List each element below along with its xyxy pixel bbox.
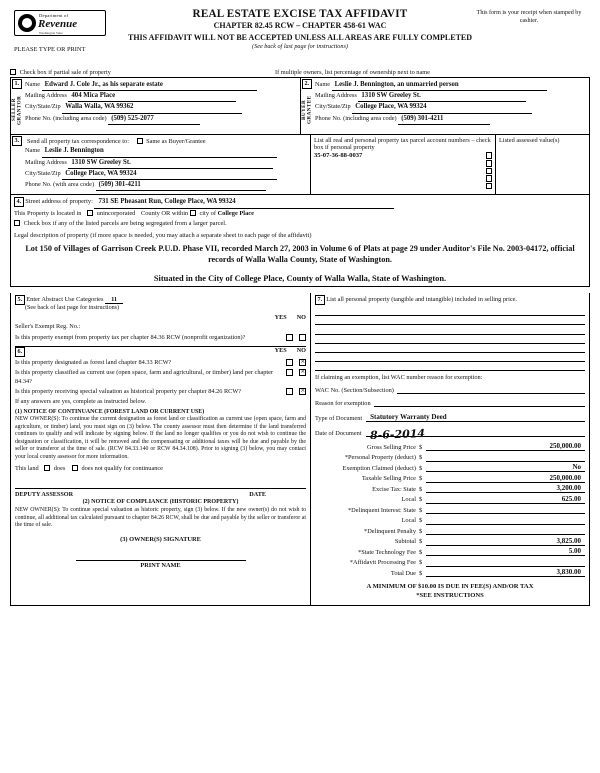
property-tax-exempt-question: Is this property exempt from property tax per chapter 84.36 RCW (nonprofit organization)? [15,333,246,341]
sellers-exempt-reg-row [15,323,306,332]
buyer-vertical-label: BUYER GRANTEE [301,95,313,125]
seller-name-label: Name [25,81,41,88]
legal-description-body: Lot 150 of Villages of Garrison Creek P.U.D. Phase VII, recorded March 27, 2003 in Volume 6 of Plats at page 29 under Auditor's File No. 2003-04172, official records of Walla Walla County, State of Washington. [25,243,575,265]
table-row [315,526,585,535]
section-3 [10,135,590,195]
section-7-header [315,295,585,305]
row-value[interactable]: 3,825.00 [426,537,585,546]
section-6-number: 6. [15,347,25,357]
notice-continuance-body: NEW OWNER(S): To continue the current designation as forest land or classification as current use (open space, farm and agriculture, or timber) land, you must sign on (3) below. The county assessor must then determine if the land transferred continues to qualify and will indicate by signing below. If the land no longer qualifies or you do not wish to continue the designation or classification, it will be removed and the compensating or additional taxes will be due and payable by the seller or transferor at the time of sale. (RCW 84.33.140 or RCW 84.34.108). Prior to signing (3) below, you may contact your local county assessor for more information. [15,416,306,460]
does-label: does [53,465,66,473]
parcel-row [314,175,492,182]
state-seal-icon [18,14,36,32]
exemption-claim-label: If claiming an exemption, list WAC number reason for exemption: [315,374,483,382]
notice-continuance-title: (1) NOTICE OF CONTINUANCE (FOREST LAND OR CURRENT USE) [15,408,205,415]
table-row [315,516,585,525]
corr-phone-label: Phone No. (with area code) [25,181,95,188]
unincorporated-checkbox[interactable] [87,210,93,216]
personal-property-line[interactable] [315,344,585,353]
parcel-numbers-block [311,135,496,194]
city-value[interactable]: College Place [217,210,254,218]
row-label: *Affidavit Processing Fee [349,559,416,567]
row-value[interactable] [426,526,585,535]
buyer-phone-row [315,114,587,125]
multiple-owners-note: If multiple owners, list percentage of ownership next to name [275,69,430,76]
title-instructions: (See back of last page for instructions) [252,43,348,50]
parcel-header: List all real and personal property tax parcel account numbers – check box if personal property [314,137,491,151]
no-label: NO [296,314,306,322]
document-header [10,6,590,68]
segregated-row[interactable] [14,219,586,229]
within-label: within [171,210,189,218]
title-warning: THIS AFFIDAVIT WILL NOT BE ACCEPTED UNLESS ALL AREAS ARE FULLY COMPLETED [127,33,473,42]
corr-phone-row [25,180,307,191]
situated-line: Situated in the City of College Place, County of Walla Walla, State of Washington. [153,274,447,284]
seller-mailing-row [25,91,298,102]
personal-property-lines [315,307,585,371]
located-in-row [14,209,586,219]
section-4 [10,195,590,287]
document-date-value[interactable] [366,427,585,443]
send-correspondence-label: Send all property tax correspondence to: [27,138,129,145]
personal-property-line[interactable] [315,335,585,344]
row-value[interactable]: 250,000.00 [426,474,585,483]
segregated-checkbox[interactable] [14,220,20,226]
partial-sale-label: Check box if partial sale of property [19,69,111,76]
yes-label: YES [274,314,287,322]
seller-phone-label: Phone No. (including area code) [25,114,107,122]
corr-phone-value[interactable]: (509) 301-4211 [96,180,266,191]
buyer-citystate-row [315,102,587,113]
street-address-row [14,197,586,209]
buyer-mailing-label: Mailing Address [315,92,357,100]
table-row [315,484,585,493]
document-type-row [315,413,585,422]
yesno-header-1 [15,314,306,321]
seller-mailing-label: Mailing Address [25,92,67,100]
personal-property-line[interactable] [315,307,585,316]
qualify-label: qualify for continuance [104,465,163,473]
forest-land-question: Is this property designated as forest land chapter 84.33 RCW? [15,358,172,366]
currency-symbol: $ [419,538,423,546]
right-column [311,293,589,605]
row-value[interactable] [426,505,585,514]
currency-symbol: $ [419,559,423,567]
seller-name-value[interactable]: Edward J. Cole Jr., as his separate estate [42,80,257,91]
abstract-use-value[interactable]: 11 [105,296,123,304]
row-label: *Personal Property (deduct) [344,454,416,462]
currency-symbol: $ [419,496,423,504]
property-tax-exempt-no-checkbox[interactable] [299,334,306,341]
parcel-row [314,160,492,167]
seller-vertical-label: SELLER GRANTOR [11,95,23,125]
legal-description-label: Legal description of property (if more space is needed, you may attach a separate sheet to each page of the affidavit) [14,231,312,239]
parcel-row [314,183,492,190]
partial-sale-check-wrap[interactable] [10,69,275,76]
currency-symbol: $ [419,443,423,451]
table-row [315,453,585,462]
title-chapter: CHAPTER 82.45 RCW – CHAPTER 458-61 WAC [213,21,387,30]
seller-buyer-block [10,77,590,135]
owner-signature-line[interactable] [76,560,246,561]
table-row [315,442,585,451]
property-tax-exempt-row [15,334,306,343]
currency-symbol: $ [419,517,423,525]
corr-mailing-row [25,158,307,169]
document-date-label: Date of Document [315,430,362,438]
buyer-mailing-value[interactable]: 1310 SW Greeley St. [358,91,526,102]
seller-section-number: 1. [12,79,22,89]
row-value[interactable]: 625.00 [426,495,585,504]
does-not-label: does not [81,465,103,473]
parcel-personal-property-checkbox[interactable] [486,160,493,167]
corr-mailing-label: Mailing Address [25,158,67,166]
yes-label: YES [274,347,287,355]
notice-compliance [15,499,306,570]
buyer-section [300,77,590,135]
table-row [315,537,585,546]
row-label: Local [401,496,416,504]
send-correspondence-row [25,137,307,146]
left-column [11,293,311,605]
parcel-personal-property-checkbox[interactable] [486,183,493,190]
historic-row [15,388,306,397]
assessed-header: Listed assessed value(s) [499,137,560,144]
current-use-yes-checkbox[interactable] [286,369,293,376]
assessed-value-row[interactable] [499,144,586,152]
tax-calculation-table [315,442,585,577]
same-as-buyer-checkbox[interactable] [137,138,143,144]
row-label: Local [401,517,416,525]
historic-no-checkbox[interactable] [299,388,306,395]
located-in-label: This Property is located in [14,210,82,218]
notice-compliance-body: NEW OWNER(S): To continue special valuation as historic property, sign (3) below. If the new owner(s) do not wish to continue, all additional tax calculated pursuant to chapter 84.26 RCW, shall be due and payable by the seller or transferor at the time of sale. [15,507,306,529]
section-6-footnote: If any answers are yes, complete as instructed below. [15,397,147,405]
document-type-label: Type of Document [315,415,363,423]
unincorporated-label: unincorporated [96,210,136,218]
row-label: Excise Tax: State [372,485,416,493]
row-label: Subtotal [394,538,416,546]
minimum-due-line2: *SEE INSTRUCTIONS [416,592,484,600]
assessor-signature-row [15,491,306,498]
type-or-print-label: PLEASE TYPE OR PRINT [14,46,86,53]
property-tax-exempt-yes-checkbox[interactable] [286,334,293,341]
section-5-number: 5. [15,295,25,305]
owner-signature-label: (3) OWNER(S) SIGNATURE [120,535,201,543]
seller-phone-row [25,114,298,125]
county-or-label: County OR [140,210,171,218]
does-qualify-checkbox[interactable] [44,465,50,471]
row-value[interactable] [426,558,585,567]
reason-exemption-value[interactable] [374,399,585,407]
personal-property-line[interactable] [315,325,585,334]
buyer-citystate-value[interactable]: College Place, WA 99324 [352,102,532,113]
page-title: REAL ESTATE EXCISE TAX AFFIDAVIT [192,8,408,20]
notice-continuance [15,409,306,461]
buyer-phone-value[interactable]: (509) 301-4211 [398,114,490,125]
table-row [315,474,585,483]
corr-citystate-row [25,169,307,180]
sellers-exempt-reg-label: Seller's Exempt Reg. No.: [15,323,81,331]
currency-symbol: $ [419,475,423,483]
minimum-due-line1: A MINIMUM OF $10.00 IS DUE IN FEE(S) AND/OR TAX [366,583,534,591]
print-name-label: PRINT NAME [140,561,181,569]
no-label: NO [296,347,306,355]
row-label: *Delinquent Penalty [364,527,416,535]
abstract-use-row [15,295,306,305]
logo-department: Department of [39,13,69,18]
assessed-value-row[interactable] [499,169,586,177]
table-row [315,558,585,567]
row-value[interactable]: 5.00 [426,547,585,556]
parcel-row [314,152,492,159]
corr-name-row [25,146,307,157]
buyer-phone-label: Phone No. (including area code) [315,114,397,122]
historic-yes-checkbox[interactable] [286,388,293,395]
table-row [315,547,585,556]
parcel-personal-property-checkbox[interactable] [486,168,493,175]
city-of-label: city of [199,210,216,218]
parcel-row [314,168,492,175]
currency-symbol: $ [419,464,423,472]
seller-name-row [25,80,298,91]
current-use-question: Is this property classified as current use (open space, farm and agricultural, or timber) land per chapter 84.34? [15,369,274,385]
corr-citystate-value[interactable]: College Place, WA 99324 [62,169,277,180]
receipt-note: This form is your receipt when stamped by cashier. [476,10,582,24]
table-row [315,463,585,472]
partial-sale-checkbox[interactable] [10,69,16,75]
street-address-value[interactable]: 731 SE Pheasant Run, College Place, WA 99324 [94,197,394,209]
assessor-date-label: DATE [249,491,266,499]
row-value[interactable] [426,453,585,462]
buyer-section-number: 2. [302,79,312,89]
wac-number-label: WAC No. (Section/Subsection) [315,387,394,395]
corr-mailing-value[interactable]: 1310 SW Greeley St. [68,158,273,169]
seller-section [10,77,300,135]
buyer-name-value[interactable]: Leslie J. Bennington, an unmarried person [332,80,547,91]
table-row [315,568,585,577]
forest-land-no-checkbox[interactable] [299,359,306,366]
row-label: *State Technology Fee [358,548,416,556]
current-use-row [15,369,306,386]
abstract-use-note: (See back of last page for instructions) [25,305,120,312]
document-type-value[interactable]: Statutory Warranty Deed [366,413,585,422]
minimum-due-note [315,583,585,601]
this-land-label: This land [15,465,39,473]
wac-number-value[interactable] [397,386,585,394]
currency-symbol: $ [419,506,423,514]
same-as-buyer-label: Same as Buyer/Grantee [146,138,206,145]
row-value[interactable]: 3,200.00 [426,484,585,493]
section-4-number: 4. [14,197,24,207]
segregated-label: Check box if any of the listed parcels are being segregated from a larger parcel. [23,220,227,228]
street-address-label: Street address of property: [25,198,93,206]
currency-symbol: $ [419,454,423,462]
logo-revenue: Revenue [38,18,78,30]
row-value[interactable]: No [426,463,585,472]
logo-state: Washington State [39,31,63,35]
currency-symbol: $ [419,569,423,577]
corr-name-value[interactable]: Leslie J. Bennington [42,146,277,157]
row-label: Exemption Claimed (deduct) [342,464,416,472]
row-label: Gross Selling Price [367,443,416,451]
dor-logo [14,10,106,36]
section-3-number: 3. [12,136,22,146]
document-date-handwriting: 8-6-2014 [369,427,425,443]
personal-property-label: List all personal property (tangible and intangible) included in selling price. [326,296,517,304]
row-label: Taxable Selling Price [361,475,416,483]
this-land-row [15,465,306,472]
seller-citystate-label: City/State/Zip [25,103,61,111]
parcel-number-value[interactable]: 35-07-36-88-0037 [314,152,363,159]
tax-correspondence-block [11,135,311,194]
table-row [315,505,585,514]
parcel-personal-property-checkbox[interactable] [486,175,493,182]
does-not-qualify-checkbox[interactable] [72,465,78,471]
reason-exemption-row [315,399,585,407]
personal-property-line[interactable] [315,316,585,325]
notice-compliance-title: (2) NOTICE OF COMPLIANCE (HISTORIC PROPERTY) [82,499,239,506]
table-row [315,495,585,504]
section-7-number: 7. [315,295,325,305]
row-value[interactable]: 250,000.00 [426,442,585,451]
buyer-mailing-row [315,91,587,102]
currency-symbol: $ [419,527,423,535]
document-date-row [315,427,585,443]
buyer-name-row [315,80,587,91]
parcel-personal-property-checkbox[interactable] [486,152,493,159]
forest-land-row [15,359,306,368]
seller-citystate-row [25,102,298,113]
personal-property-line[interactable] [315,353,585,362]
current-use-no-checkbox[interactable] [299,369,306,376]
row-value[interactable]: 3,830.00 [426,568,585,577]
deputy-assessor-label: DEPUTY ASSESSOR [15,491,74,499]
assessed-value-row[interactable] [499,160,586,168]
forest-land-yes-checkbox[interactable] [286,359,293,366]
currency-symbol: $ [419,548,423,556]
lower-block [10,293,590,606]
row-label: *Delinquent Interest: State [347,506,416,514]
within-city-checkbox[interactable] [190,210,196,216]
seller-citystate-value[interactable]: Walla Walla, WA 99362 [62,102,242,113]
partial-sale-row [10,69,590,76]
seller-mailing-value[interactable]: 404 Mica Place [68,91,236,102]
corr-citystate-label: City/State/Zip [25,169,61,177]
row-value[interactable] [426,516,585,525]
reason-exemption-label: Reason for exemption [315,400,371,408]
assessed-values-block [496,135,589,194]
abstract-use-label: Enter Abstract Use Categories [26,296,104,304]
yesno-header-2 [15,347,306,357]
currency-symbol: $ [419,485,423,493]
assessed-value-row[interactable] [499,152,586,160]
historic-question: Is this property receiving special valuation as historical property per chapter 84.26 RCW? [15,388,242,396]
seller-phone-value[interactable]: (509) 525-2077 [108,114,200,125]
buyer-name-label: Name [315,81,331,88]
row-label: Total Due [390,569,416,577]
wac-number-row [315,386,585,394]
corr-name-label: Name [25,147,41,155]
personal-property-line[interactable] [315,362,585,371]
buyer-citystate-label: City/State/Zip [315,103,351,111]
